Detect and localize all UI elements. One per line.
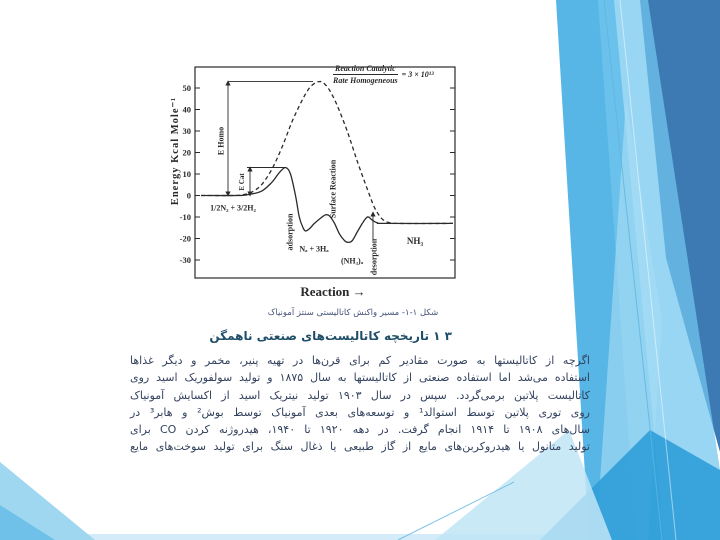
- ratio-denominator: Rate Homogeneous: [333, 76, 398, 85]
- section-heading: ۳ ۱ تاریخچه کاتالیست‌های صنعتی ناهمگن: [209, 329, 452, 343]
- series-dashed: [201, 82, 453, 224]
- surface-reaction-label: Surface Reaction: [328, 159, 338, 219]
- svg-text:-10: -10: [179, 212, 191, 222]
- energy-diagram-figure: [163, 56, 473, 326]
- adsorption-label: adsorption: [285, 213, 295, 251]
- e-cat-label: E Cat: [238, 173, 246, 191]
- svg-text:0: 0: [186, 190, 191, 201]
- ratio-value: = 3 × 10¹³: [401, 70, 434, 79]
- svg-text:50: 50: [182, 83, 191, 93]
- e-homo-label: E Homo: [216, 126, 226, 156]
- svg-text:40: 40: [182, 104, 191, 115]
- reactants-label: 1/2N₂ + 3/2H₂: [210, 203, 256, 213]
- rate-ratio-formula: [333, 64, 434, 85]
- desorption-label: desorption: [369, 238, 379, 276]
- svg-text:-20: -20: [179, 233, 191, 244]
- paragraph-line: اگرچه از کاتالیستها به صورت مقادیر کم برای قرن‌ها در تهیه پنیر، مخمر و دیگر غذاها: [130, 354, 590, 367]
- svg-text:-30: -30: [179, 255, 191, 265]
- reaction-curves: [201, 82, 453, 243]
- paragraph-line: سال‌های ۱۹۰۸ تا ۱۹۱۴ انجام گرفت. در دهه ۱۹۲۰ تا ۱۹۴۰، هیدروژنه کردن CO برای: [130, 423, 590, 437]
- paragraph-line: استفاده می‌شد اما استفاده صنعتی از کاتالیستها به سال ۱۸۷۵ و تولید سولفوریک اسید روی: [130, 371, 590, 385]
- figure-caption: شکل ۱-۱- مسیر واکنش کاتالیستی سنتز آمونیاک: [267, 308, 439, 318]
- ratio-numerator: Reaction Catalytic: [335, 64, 396, 73]
- x-axis-title: Reaction →: [300, 284, 366, 299]
- product-label: NH₃: [406, 236, 424, 246]
- paragraph-line: کاتالیست پلاتین برمی‌گردد. سپس در سال ۱۹۰۳ تولید نیتریک اسید از اکسایش آمونیاک: [130, 388, 590, 402]
- paragraph-line: روی توری پلاتین توسط استوالد¹ و توسعه‌های بعدی آمونیاک توسط بوش² و هابر³ در: [130, 405, 590, 419]
- svg-text:30: 30: [182, 126, 191, 136]
- y-axis-title: Energy Kcal Mole⁻¹: [170, 96, 181, 206]
- svg-text:10: 10: [182, 169, 191, 179]
- svg-text:20: 20: [182, 147, 191, 158]
- paragraph-line: تولید متانول یا هیدروکربن‌های مایع از گاز طبیعی یا ذغال سنگ برای تولید سوخت‌های مایع: [130, 440, 590, 454]
- intermediate-label: (NH₃)ₐ: [340, 256, 364, 266]
- body-paragraph: [130, 352, 590, 456]
- adsorbed-species-label: Nₐ + 3Hₐ: [299, 244, 329, 254]
